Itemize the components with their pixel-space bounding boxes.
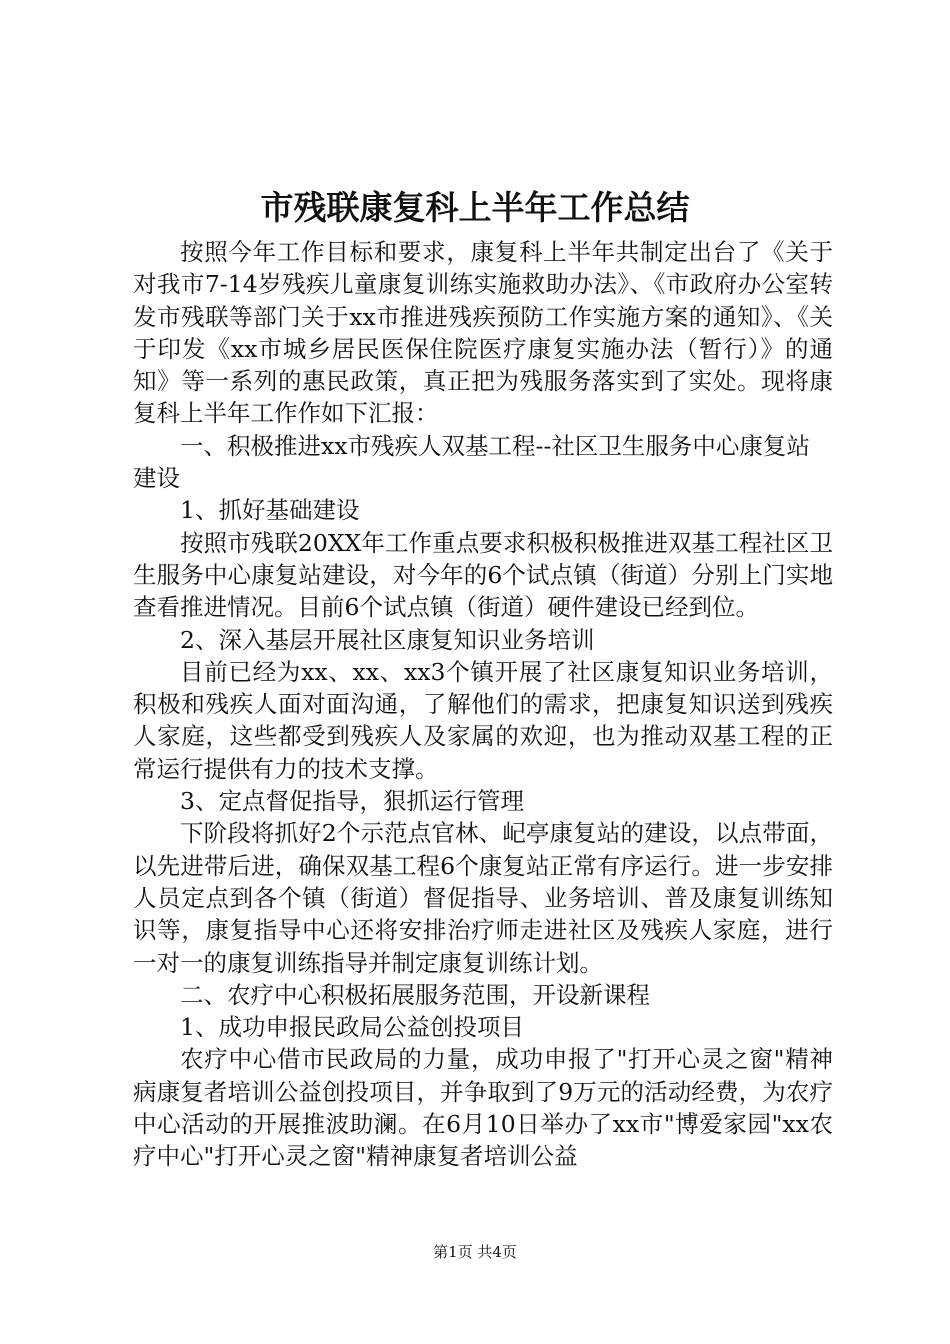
paragraph-1-1: 按照市残联20XX年工作重点要求积极积极推进双基工程社区卫生服务中心康复站建设，对今年的6个试点镇（街道）分别上门实地查看推进情况。目前6个试点镇（街道）硬件建设已经到位。 [133, 528, 833, 622]
page-number-footer: 第1页 共4页 [433, 1243, 517, 1261]
paragraph-2-1: 农疗中心借市民政局的力量，成功申报了"打开心灵之窗"精神病康复者培训公益创投项目，并争取到了9万元的活动经费，为农疗中心活动的开展推波助澜。在6月10日举办了xx市"博爱家园"xx农疗中心"打开心灵之窗"精神康复者培训公益 [133, 1045, 833, 1171]
paragraph-1-2: 目前已经为xx、xx、xx3个镇开展了社区康复知识业务培训，积极和残疾人面对面沟通，了解他们的需求，把康复知识送到残疾人家庭，这些都受到残疾人及家属的欢迎，也为推动双基工程的正常运行提供有力的技术支撑。 [133, 657, 833, 783]
document-title: 市残联康复科上半年工作总结 [260, 188, 690, 227]
document-body [133, 236, 833, 1173]
subsection-heading-2-1: 1、成功申报民政局公益创投项目 [180, 1013, 524, 1042]
paragraph-1-3: 下阶段将抓好2个示范点官林、屺亭康复站的建设，以点带面，以先进带后进，确保双基工程6个康复站正常有序运行。进一步安排人员定点到各个镇（街道）督促指导、业务培训、普及康复训练知识等，康复指导中心还将安排治疗师走进社区及残疾人家庭，进行一对一的康复训练指导并制定康复训练计划。 [133, 819, 833, 977]
section-heading-2: 二、农疗中心积极拓展服务范围，开设新课程 [180, 980, 650, 1009]
subsection-heading-1-1: 1、抓好基础建设 [180, 496, 360, 525]
subsection-heading-1-3: 3、定点督促指导，狠抓运行管理 [180, 787, 524, 816]
subsection-heading-1-2: 2、深入基层开展社区康复知识业务培训 [180, 625, 595, 654]
paragraph-intro: 按照今年工作目标和要求，康复科上半年共制定出台了《关于对我市7-14岁残疾儿童康复训练实施救助办法》、《市政府办公室转发市残联等部门关于xx市推进残疾预防工作实施方案的通知》、《关于印发《xx市城乡居民医保住院医疗康复实施办法（暂行）》的通知》等一系列的惠民政策，真正把为残服务落实到了实处。现将康复科上半年工作作如下汇报： [133, 238, 833, 428]
section-heading-1: 一、积极推进xx市残疾人双基工程--社区卫生服务中心康复站建设 [133, 431, 810, 493]
